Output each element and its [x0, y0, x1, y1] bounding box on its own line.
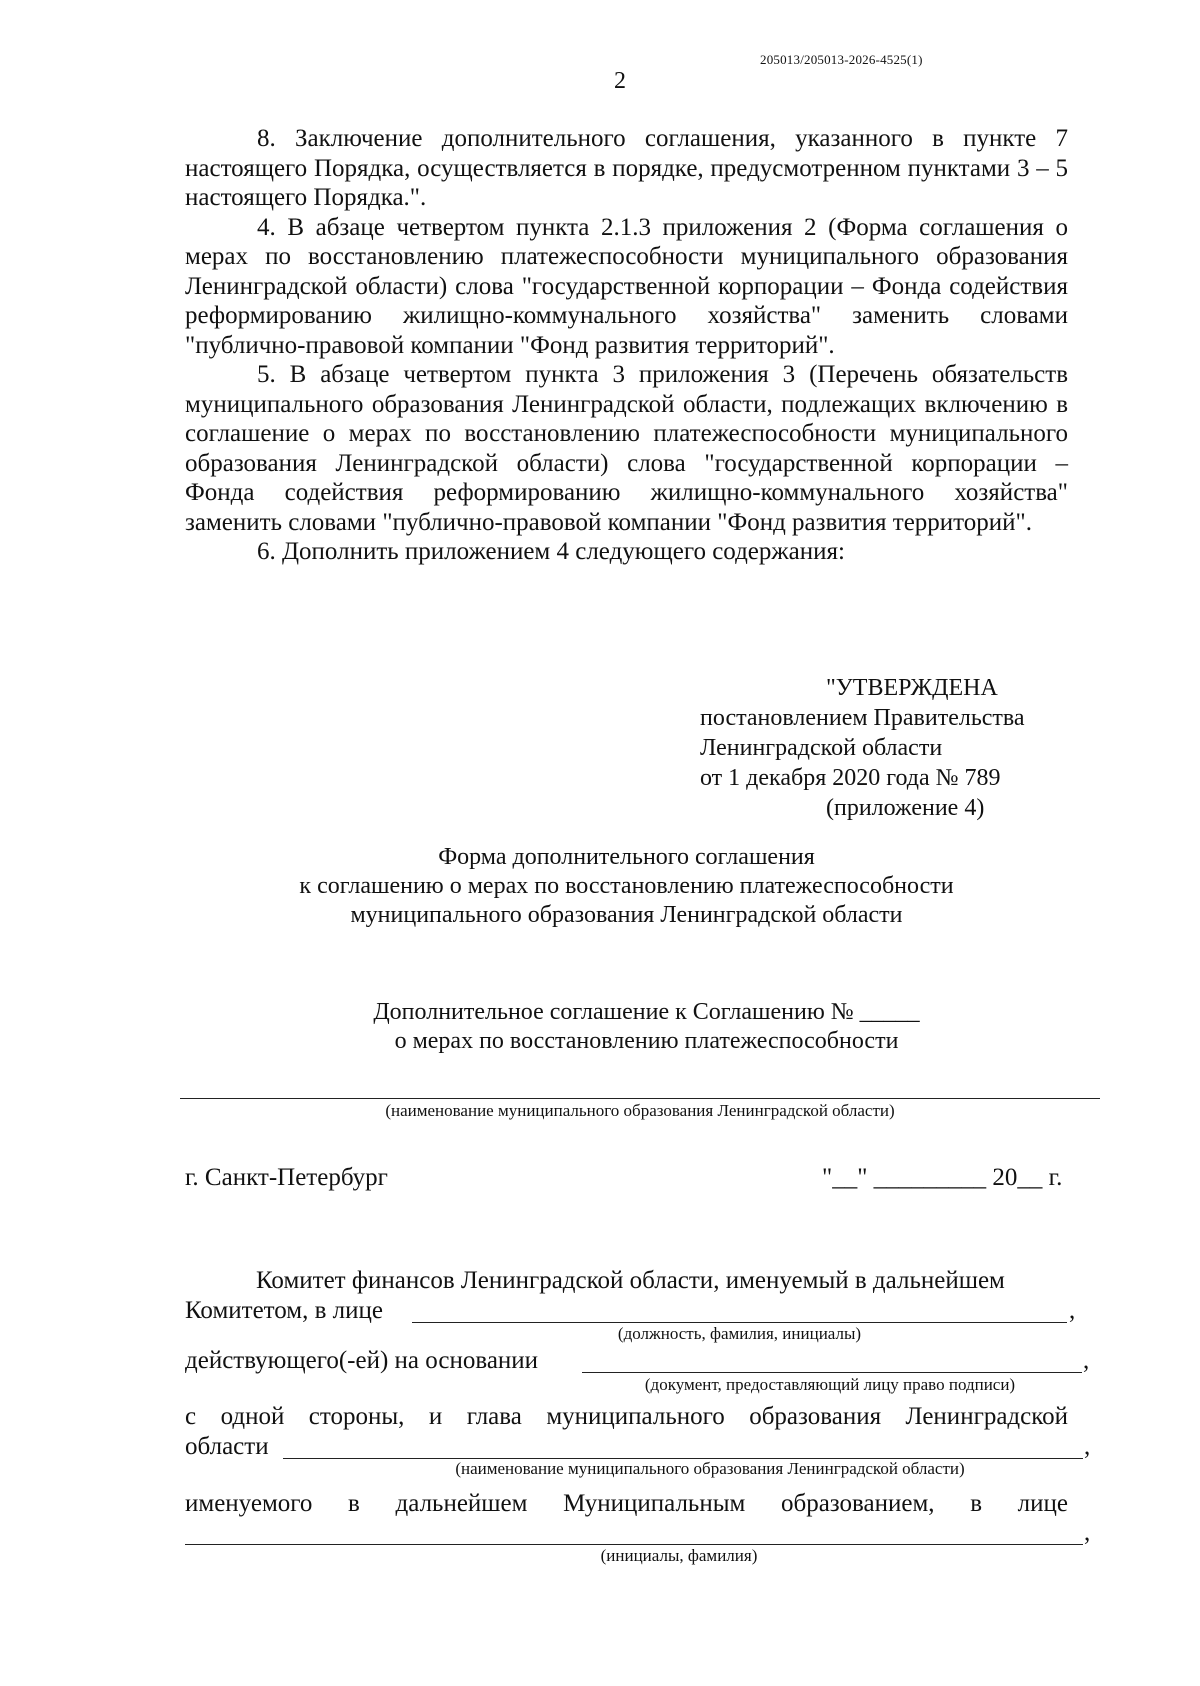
committee-line-6-wrap: [185, 1489, 1068, 1519]
municipality-caption-2: (наименование муниципального образования Ленинградской области): [455, 1459, 965, 1478]
committee-line-1: Комитет финансов Ленинградской области, именуемый в дальнейшем: [256, 1267, 1005, 1294]
comma: ,: [1069, 1297, 1076, 1324]
approval-heading: "УТВЕРЖДЕНА: [826, 675, 998, 701]
committee-line-3: действующего(-ей) на основании: [185, 1347, 539, 1374]
document-caption: (документ, предоставляющий лицу право подписи): [644, 1375, 1016, 1394]
date-line: "__" _________ 20__ г.: [822, 1164, 1063, 1191]
committee-line-5: области: [185, 1433, 269, 1460]
document-field-line: [582, 1372, 1082, 1373]
comma: ,: [1084, 1519, 1091, 1546]
position-field-line: [412, 1322, 1067, 1323]
approval-line-5: (приложение 4): [826, 795, 985, 821]
initials-field-line: [185, 1544, 1083, 1545]
paragraph-4: 4. В абзаце четвертом пункта 2.1.3 приложения 2 (Форма соглашения о мерах по восстановлению платежеспособности муниципального образования Ленинградской области) слова "государственной корпорации – Фонда содействия реформированию жилищно-коммунального хозяйства" заменить словами "публично-правовой компании "Фонд развития территорий".: [185, 213, 1068, 359]
agreement-title-line-1: Дополнительное соглашение к Соглашению № _____: [373, 999, 920, 1025]
form-title: [185, 843, 1068, 930]
paragraph-8: 8. Заключение дополнительного соглашения, указанного в пункте 7 настоящего Порядка, осуществляется в порядке, предусмотренном пунктами 3 – 5 настоящего Порядка.".: [185, 125, 1068, 211]
committee-line-6: именуемого в дальнейшем Муниципальным образованием, в лице: [185, 1490, 1068, 1517]
approval-line-4: от 1 декабря 2020 года № 789: [700, 765, 1001, 791]
committee-line-2: Комитетом, в лице: [185, 1297, 383, 1324]
comma: ,: [1083, 1347, 1090, 1374]
agreement-title: [185, 998, 1068, 1056]
approval-line-2: постановлением Правительства: [700, 705, 1025, 731]
municipality-caption: (наименование муниципального образования Ленинградской области): [385, 1101, 895, 1120]
city: г. Санкт-Петербург: [185, 1164, 388, 1191]
municipality-name-line: [180, 1098, 1100, 1099]
paragraph-5: 5. В абзаце четвертом пункта 3 приложения 3 (Перечень обязательств муниципального образования Ленинградской области, подлежащих включению в соглашение о мерах по восстановлению платежеспособности муниципального образования Ленинградской области) слова "государственной корпорации – Фонда содействия реформированию жилищно-коммунального хозяйства" заменить словами "публично-правовой компании "Фонд развития территорий".: [185, 361, 1068, 536]
paragraph-6: 6. Дополнить приложением 4 следующего содержания:: [257, 538, 845, 565]
page-number: 2: [614, 68, 626, 94]
initials-caption: (инициалы, фамилия): [600, 1546, 758, 1565]
form-title-line-3: муниципального образования Ленинградской области: [350, 902, 903, 928]
committee-line-4: с одной стороны, и глава муниципального образования Ленинградской: [185, 1403, 1068, 1430]
position-caption: (должность, фамилия, инициалы): [617, 1324, 862, 1343]
approval-block: [700, 673, 1025, 823]
comma: ,: [1084, 1433, 1091, 1460]
form-title-line-2: к соглашению о мерах по восстановлению платежеспособности: [299, 873, 954, 899]
committee-line-4-wrap: [185, 1402, 1068, 1432]
form-title-line-1: Форма дополнительного соглашения: [438, 844, 815, 870]
approval-line-3: Ленинградской области: [700, 735, 943, 761]
document-number: 205013/205013-2026-4525(1): [760, 52, 923, 67]
agreement-title-line-2: о мерах по восстановлению платежеспособности: [394, 1028, 899, 1054]
amendments-text: [185, 124, 1068, 567]
